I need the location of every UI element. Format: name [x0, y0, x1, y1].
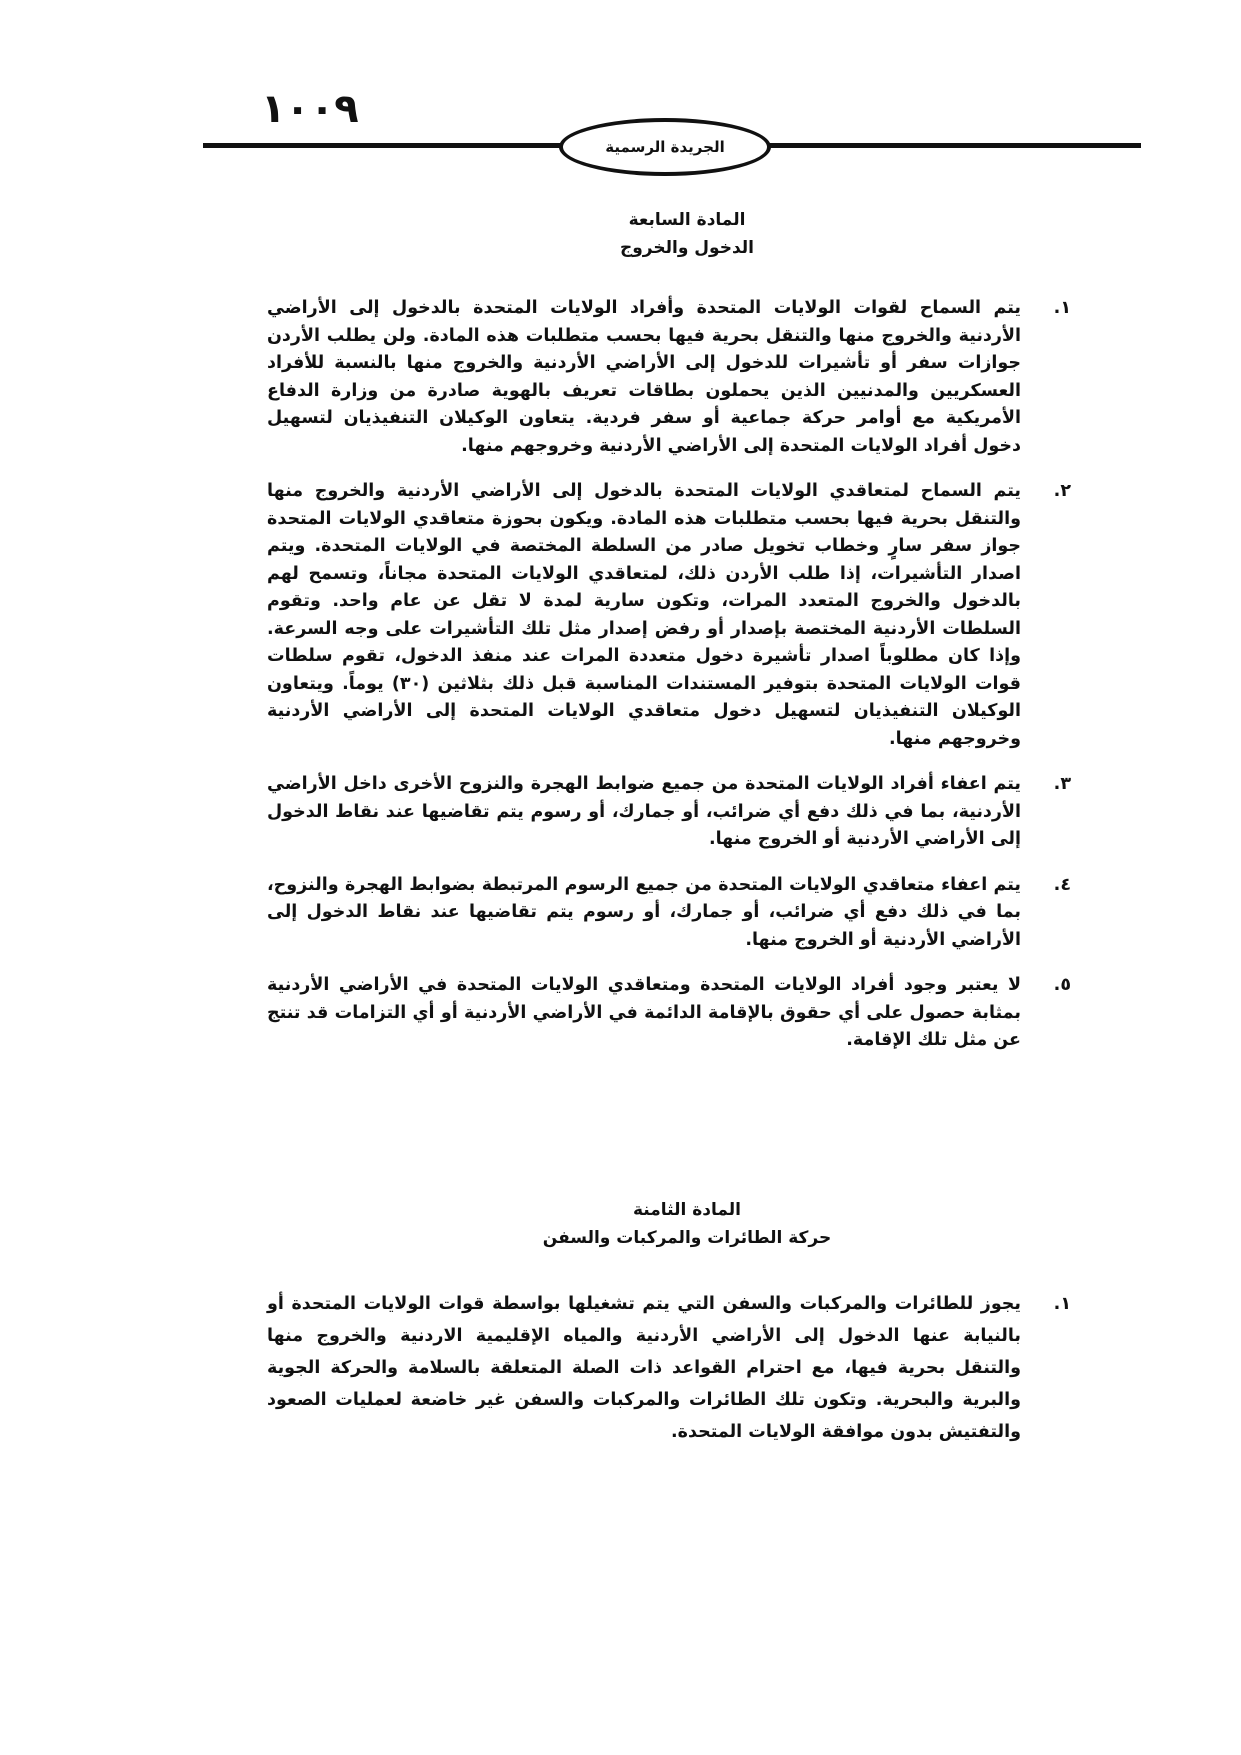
clause-number: ٢. — [1053, 481, 1071, 501]
clause-number: ٣. — [1053, 774, 1071, 794]
clause-text: يتم السماح لقوات الولايات المتحدة وأفراد الولايات المتحدة بالدخول إلى الأراضي الأردنية والخروج منها والتنقل بحرية فيها بحسب متطلبات هذه المادة. ولن يطلب الأردن جوازات سفر أو تأشيرات للدخول إلى الأراضي الأردنية والخروج منها بالنسبة للأفراد العسكريين والمدنيين الذين يحملون بطاقات تعريف بالهوية صادرة من وزارة الدفاع الأمريكية مع أوامر حركة جماعية أو سفر فردية. يتعاون الوكيلان التنفيذيان لتسهيل دخول أفراد الولايات المتحدة إلى الأراضي الأردنية وخروجهم منها. — [267, 298, 1021, 456]
clause-number: ٤. — [1053, 874, 1071, 895]
article-8-clause-1 — [267, 1288, 1071, 1448]
article-8-clauses — [267, 1288, 1071, 1466]
clause-number: ١. — [1053, 1294, 1071, 1314]
article-7-clauses — [267, 295, 1071, 1073]
header-rule-right — [765, 143, 1141, 148]
article-7-clause-2 — [267, 478, 1071, 753]
gazette-title-oval — [559, 118, 771, 176]
article-8-heading — [133, 1196, 1241, 1252]
article-7-clause-3 — [267, 771, 1071, 854]
article-8-title: المادة الثامنة — [633, 1200, 741, 1220]
article-8-subtitle: حركة الطائرات والمركبات والسفن — [542, 1228, 832, 1248]
article-7-clause-1 — [267, 295, 1071, 460]
header-rule-left — [203, 143, 568, 148]
clause-text: يتم اعفاء متعاقدي الولايات المتحدة من جميع الرسوم المرتبطة بضوابط الهجرة والنزوح، بما في ذلك دفع أي ضرائب، أو جمارك، أو رسوم يتم تقاضيها عند نقاط الدخول إلى الأراضي الأردنية أو الخروج منها. — [267, 874, 1021, 950]
article-7-subtitle: الدخول والخروج — [619, 238, 755, 258]
clause-text: لا يعتبر وجود أفراد الولايات المتحدة ومتعاقدي الولايات المتحدة في الأراضي الأردنية بمثابة حصول على أي حقوق بالإقامة الدائمة في الأراضي الأردنية أو أي التزامات قد تنتج عن مثل تلك الإقامة. — [267, 975, 1021, 1050]
page-number: ١٠٠٩ — [261, 86, 359, 132]
clause-text: يتم اعفاء أفراد الولايات المتحدة من جميع ضوابط الهجرة والنزوح الأخرى داخل الأراضي الأردنية، بما في ذلك دفع أي ضرائب، أو جمارك، أو رسوم يتم تقاضيها عند نقاط الدخول إلى الأراضي الأردنية أو الخروج منها. — [267, 774, 1021, 849]
gazette-title: الجريدة الرسمية — [605, 138, 725, 156]
clause-number: ٥. — [1053, 975, 1071, 995]
article-7-clause-4 — [267, 872, 1071, 955]
article-7-heading — [133, 206, 1241, 262]
clause-number: ١. — [1053, 298, 1071, 318]
clause-text: يتم السماح لمتعاقدي الولايات المتحدة بالدخول إلى الأراضي الأردنية والخروج منها والتنقل بحرية فيها بحسب متطلبات هذه المادة. ويكون بحوزة متعاقدي الولايات المتحدة جواز سفر سارٍ وخطاب تخويل صادر من السلطة المختصة في الولايات المتحدة. ويتم اصدار التأشيرات، إذا طلب الأردن ذلك، لمتعاقدي الولايات المتحدة مجاناً، وتسمح لهم بالدخول والخروج المتعدد المرات، وتكون سارية لمدة لا تقل عن عام واحد. وتقوم السلطات الأردنية المختصة بإصدار أو رفض إصدار مثل تلك التأشيرات على وجه السرعة. وإذا كان مطلوباً اصدار تأشيرة دخول متعددة المرات عند منفذ الدخول، تقوم سلطات قوات الولايات المتحدة بتوفير المستندات المناسبة قبل ذلك بثلاثين (٣٠) يوماً. ويتعاون الوكيلان التنفيذيان لتسهيل دخول متعاقدي الولايات المتحدة إلى الأراضي الأردنية وخروجهم منها. — [267, 481, 1021, 749]
article-7-title: المادة السابعة — [628, 210, 746, 230]
article-7-clause-5 — [267, 972, 1071, 1055]
clause-text: يجوز للطائرات والمركبات والسفن التي يتم تشغيلها بواسطة قوات الولايات المتحدة أو بالنيابة عنها الدخول إلى الأراضي الأردنية والمياه الإقليمية الاردنية والخروج منها والتنقل بحرية فيها، مع احترام القواعد ذات الصلة المتعلقة بالسلامة والحركة الجوية والبرية والبحرية. وتكون تلك الطائرات والمركبات والسفن غير خاضعة لعمليات الصعود والتفتيش بدون موافقة الولايات المتحدة. — [267, 1294, 1021, 1442]
